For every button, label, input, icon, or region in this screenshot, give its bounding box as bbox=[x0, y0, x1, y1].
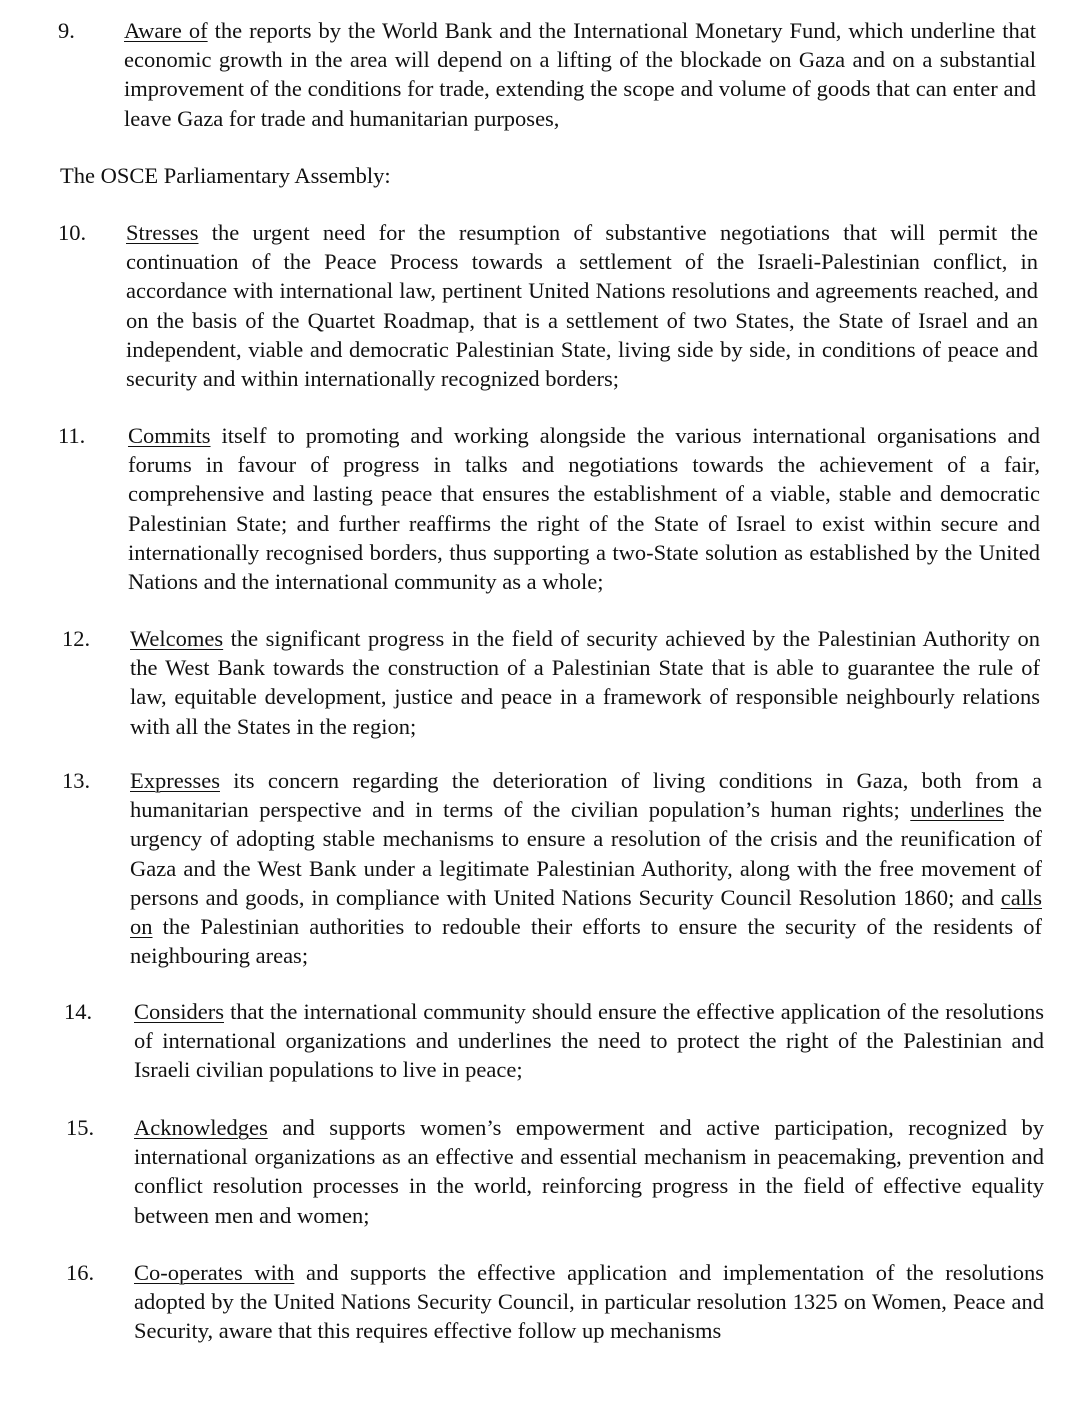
paragraph-number: 16. bbox=[66, 1260, 95, 1285]
paragraph-text: that the international community should ensure the effective application of the resolutions of international organizations and underlines the need to protect the right of the Palestinian and Israeli civilian populations to live in peace; bbox=[134, 999, 1044, 1083]
paragraph-body bbox=[134, 997, 1044, 1085]
paragraph-13 bbox=[62, 766, 1044, 976]
section-heading: The OSCE Parliamentary Assembly: bbox=[60, 163, 391, 188]
paragraph-number: 15. bbox=[66, 1115, 95, 1140]
paragraph-number: 11. bbox=[58, 423, 86, 448]
lead-verb: Co-operates with bbox=[134, 1260, 295, 1285]
lead-verb: Welcomes bbox=[130, 626, 224, 651]
paragraph-9 bbox=[58, 16, 1038, 136]
lead-verb: Expresses bbox=[130, 768, 220, 793]
paragraph-text: the urgency of adopting stable mechanisms to ensure a resolution of the crisis and the reunification of Gaza and the West Bank under a legitimate Palestinian Authority, along with the free movement of persons and goods, in compliance with United Nations Security Council Resolution 1860; and bbox=[130, 797, 1042, 910]
paragraph-number: 10. bbox=[58, 220, 87, 245]
paragraph-15 bbox=[66, 1113, 1044, 1233]
paragraph-14 bbox=[64, 997, 1044, 1092]
paragraph-text: the urgent need for the resumption of substantive negotiations that will permit the continuation of the Peace Process towards a settlement of the Israeli-Palestinian conflict, in accordance with international law, pertinent United Nations resolutions and agreements reached, and on the basis of the Quartet Roadmap, that is a settlement of two States, the State of Israel and an independent, viable and democratic Palestinian State, living side by side, in conditions of peace and security and within internationally recognized borders; bbox=[126, 220, 1038, 392]
paragraph-number: 9. bbox=[58, 18, 75, 43]
paragraph-body bbox=[130, 624, 1040, 741]
lead-verb-calls-on: calls on bbox=[130, 884, 1042, 940]
lead-verb: Aware of bbox=[124, 18, 208, 43]
paragraph-body bbox=[134, 1113, 1044, 1230]
paragraph-number: 13. bbox=[62, 768, 91, 793]
paragraph-text: the reports by the World Bank and the International Monetary Fund, which underline that economic growth in the area will depend on a lifting of the blockade on Gaza and on a substantial improvement of the conditions for trade, extending the scope and volume of goods that can enter and leave Gaza for trade and humanitarian purposes, bbox=[124, 18, 1037, 131]
lead-verb: Acknowledges bbox=[134, 1115, 268, 1140]
paragraph-text: and supports women’s empowerment and active participation, recognized by international organizations as an effective and essential mechanism in peacemaking, prevention and conflict resolution processes in the world, reinforcing progress in the field of effective equality between men and women; bbox=[134, 1115, 1044, 1228]
paragraph-text: and supports the effective application and implementation of the resolutions adopted by the United Nations Security Council, in particular resolution 1325 on Women, Peace and Security, aware that this requires effective follow up mechanisms bbox=[134, 1260, 1044, 1344]
paragraph-11 bbox=[58, 421, 1042, 601]
paragraph-text: itself to promoting and working alongside the various international organisations and forums in favour of progress in talks and negotiations towards the achievement of a fair, comprehensive and lasting peace that ensures the establishment of a viable, stable and democratic Palestinian State; and further reaffirms the right of the State of Israel to exist within secure and internationally recognised borders, thus supporting a two-State solution as established by the United Nations and the international community as a whole; bbox=[128, 423, 1040, 595]
paragraph-text: the significant progress in the field of security achieved by the Palestinian Authority on the West Bank towards the construction of a Palestinian State that is able to guarantee the rule of law, equitable development, justice and peace in a framework of responsible neighbourly relations with all the States in the region; bbox=[130, 626, 1040, 739]
paragraph-text: its concern regarding the deterioration of living conditions in Gaza, both from a humanitarian perspective and in terms of the civilian population’s human rights; bbox=[130, 768, 1042, 823]
lead-verb-underlines: underlines bbox=[910, 797, 1005, 823]
paragraph-body bbox=[124, 16, 1036, 133]
paragraph-text: the Palestinian authorities to redouble their efforts to ensure the security of the residents of neighbouring areas; bbox=[130, 914, 1042, 969]
lead-verb: Stresses bbox=[126, 220, 199, 245]
lead-verb: Commits bbox=[128, 423, 211, 448]
paragraph-body bbox=[134, 1258, 1044, 1346]
paragraph-body bbox=[128, 421, 1040, 596]
paragraph-16 bbox=[66, 1258, 1044, 1353]
paragraph-number: 14. bbox=[64, 999, 93, 1024]
paragraph-body bbox=[126, 218, 1038, 393]
paragraph-body bbox=[130, 766, 1042, 970]
lead-verb: Considers bbox=[134, 999, 224, 1024]
paragraph-number: 12. bbox=[62, 626, 91, 651]
paragraph-10 bbox=[58, 218, 1040, 398]
paragraph-12 bbox=[62, 624, 1042, 744]
